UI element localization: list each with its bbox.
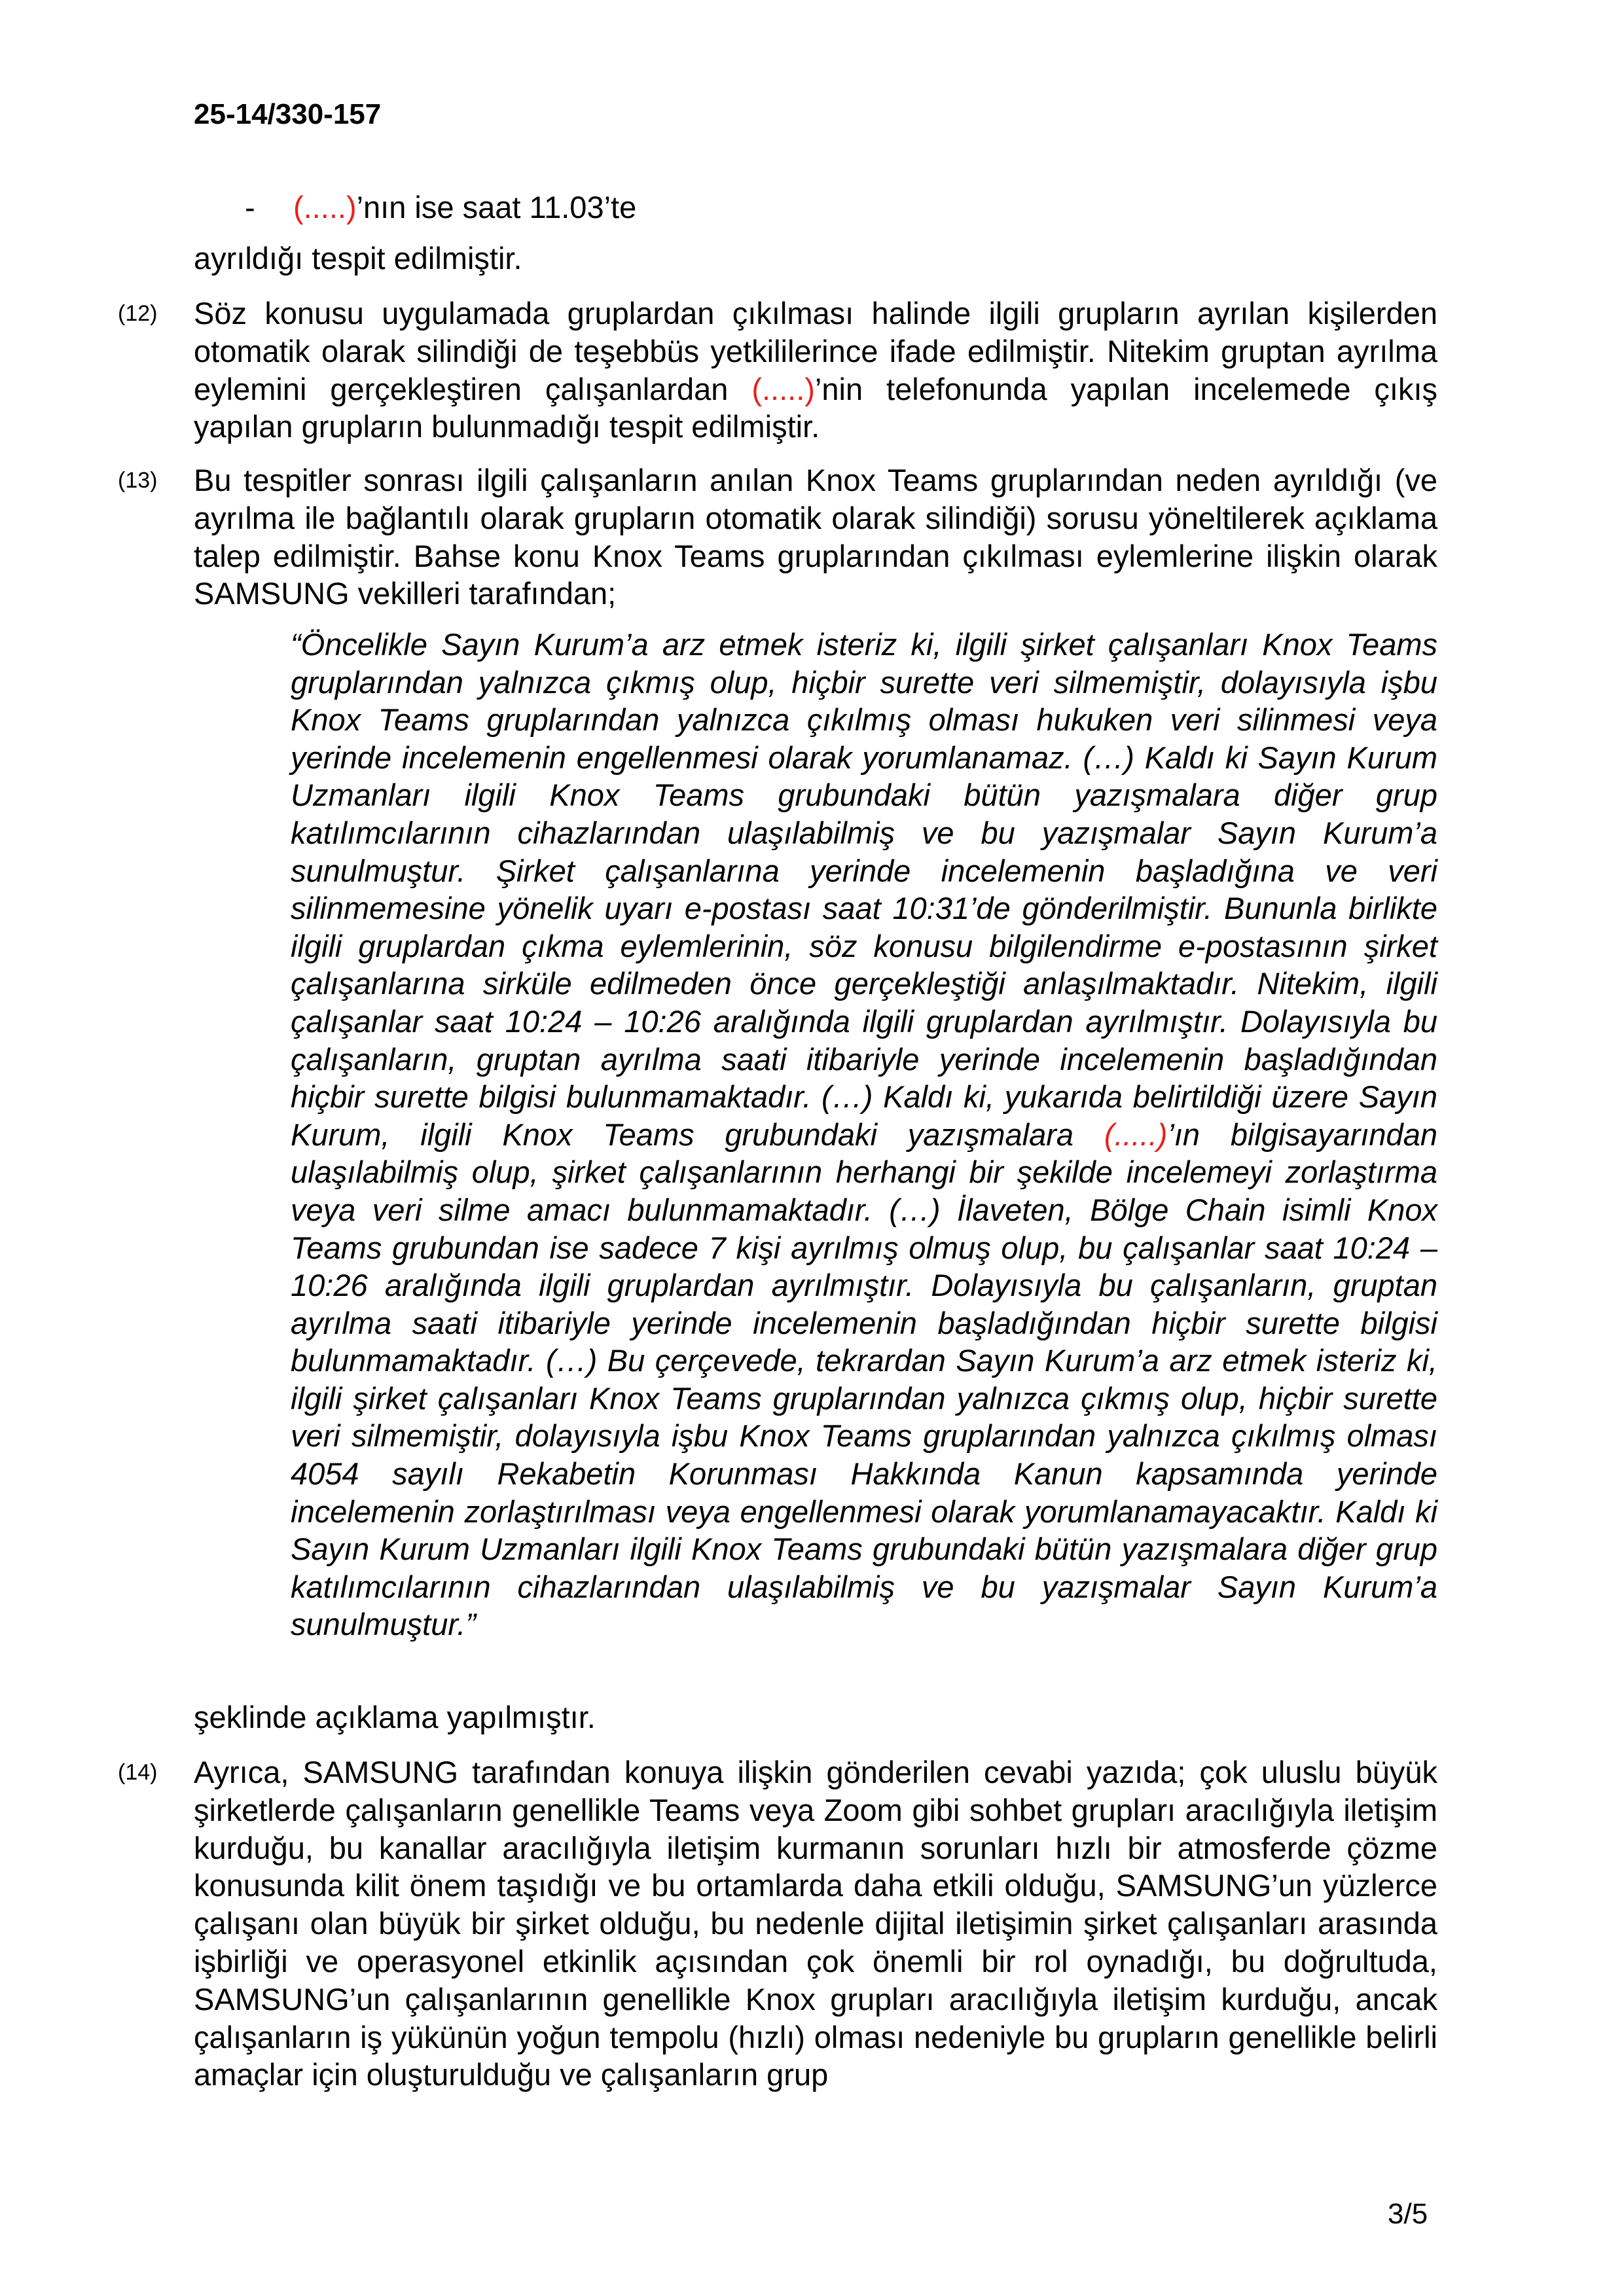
block-quote (291, 626, 1437, 1643)
after-quote-text: şeklinde açıklama yapılmıştır. (194, 1700, 596, 1734)
paragraph-number: (14) (118, 1760, 158, 1785)
paragraph-number: (12) (118, 301, 158, 326)
page-number: 3/5 (1388, 2198, 1428, 2230)
dash-item-text: ’nın ise saat 11.03’te (356, 190, 637, 224)
paragraph-text-part: ’nin telefonunda yapılan incelemede çıkış yapılan grupların bulunmadığı tespit edilmiştir. (194, 371, 1438, 444)
dash-marker: - (245, 190, 255, 224)
paragraph-text: Ayrıca, SAMSUNG tarafından konuya ilişkin gönderilen cevabi yazıda; çok uluslu büyük şirketlerde çalışanların genellikle Teams veya Zoom gibi sohbet grupları aracılığıyla iletişim kurduğu, bu kanallar aracılığıyla iletişim kurmanın sorunları hızlı bir atmosferde çözme konusunda kilit önem taşıdığı ve bu ortamlarda daha etkili olduğu, SAMSUNG’un yüzlerce çalışanı olan büyük bir şirket olduğu, bu nedenle dijital iletişimin şirket çalışanları arasında işbirliği ve operasyonel etkinlik açısından çok önemli bir rol oynadığı, bu doğrultuda, SAMSUNG’un çalışanlarının genellikle Knox grupları aracılığıyla iletişim kurduğu, ancak çalışanların iş yükünün yoğun tempolu (hızlı) olması nedeniyle bu grupların genellikle belirli amaçlar için oluşturulduğu ve çalışanların grup (194, 1755, 1437, 2092)
intro-continuation: ayrıldığı tespit edilmiştir. (194, 241, 522, 276)
document-number: 25-14/330-157 (194, 98, 382, 130)
quote-text-part: ’ın bilgisayarından ulaşılabilmiş olup, şirket çalışanlarının herhangi bir şekilde incelemeyi zorlaştırma veya veri silme amacı bulunmamaktadır. (…) İlaveten, Bölge Chain isimli Knox Teams grubundan ise sadece 7 kişi ayrılmış olmuş olup, bu çalışanlar saat 10:24 – 10:26 aralığında ilgili gruplardan ayrılmıştır. Dolayısıyla bu çalışanların, gruptan ayrılma saati itibariyle yerinde incelemenin başladığından hiçbir surette bilgisi bulunmamaktadır. (…) Bu çerçevede, tekrardan Sayın Kurum’a arz etmek isteriz ki, ilgili şirket çalışanları Knox Teams gruplarından yalnızca çıkmış olup, hiçbir surette veri silmemiştir, dolayısıyla işbu Knox Teams gruplarından yalnızca çıkılmış olması 4054 sayılı Rekabetin Korunması Hakkında Kanun kapsamında yerinde incelemenin zorlaştırılması veya engellenmesi olarak yorumlanamayacaktır. Kaldı ki Sayın Kurum Uzmanları ilgili Knox Teams grubundaki bütün yazışmalara diğer grup katılımcılarının cihazlarından ulaşılabilmiş ve bu yazışmalar Sayın Kurum’a sunulmuştur.” (291, 1117, 1437, 1642)
paragraph-number: (13) (118, 468, 158, 493)
paragraph-text-part: Söz konusu uygulamada gruplardan çıkılması halinde ilgili grupların ayrılan kişilerden otomatik olarak silindiği de teşebbüs yetkililerince ifade edilmiştir. Nitekim gruptan ayrılma eylemini gerçekleştiren çalışanlardan (194, 296, 1437, 406)
redaction-marker: (.....) (293, 190, 357, 224)
quote-text-part: “Öncelikle Sayın Kurum’a arz etmek isteriz ki, ilgili şirket çalışanları Knox Teams gruplarından yalnızca çıkmış olup, hiçbir surette veri silmemiştir, dolayısıyla işbu Knox Teams gruplarından yalnızca çıkılmış olması hukuken veri silinmesi veya yerinde incelemenin engellenmesi olarak yorumlanamaz. (…) Kaldı ki Sayın Kurum Uzmanları ilgili Knox Teams grubundaki bütün yazışmalara diğer grup katılımcılarının cihazlarından ulaşılabilmiş ve bu yazışmalar Sayın Kurum’a sunulmuştur. Şirket çalışanlarına yerinde incelemenin başladığına ve veri silinmemesine yönelik uyarı e-postası saat 10:31’de gönderilmiştir. Bununla birlikte ilgili gruplardan çıkma eylemlerinin, söz konusu bilgilendirme e-postasının şirket çalışanlarına sirküle edilmeden önce gerçekleştiği anlaşılmaktadır. Nitekim, ilgili çalışanlar saat 10:24 – 10:26 aralığında ilgili gruplardan ayrılmıştır. Dolayısıyla bu çalışanların, gruptan ayrılma saati itibariyle yerinde incelemenin başladığından hiçbir surette bilgisi bulunmamaktadır. (…) Kaldı ki, yukarıda belirtildiği üzere Sayın Kurum, ilgili Knox Teams grubundaki yazışmalara (291, 627, 1437, 1152)
redaction-marker: (.....) (751, 371, 815, 406)
dash-list-item (245, 188, 636, 226)
redaction-marker: (.....) (1104, 1117, 1168, 1152)
paragraph-text: Bu tespitler sonrası ilgili çalışanların anılan Knox Teams gruplarından neden ayrıldığı (ve ayrılma ile bağlantılı olarak grupların otomatik olarak silindiği) sorusu yöneltilerek açıklama talep edilmiştir. Bahse konu Knox Teams gruplarından çıkılması eylemlerine ilişkin olarak SAMSUNG vekilleri tarafından; (194, 463, 1437, 611)
paragraph-text (194, 295, 1437, 446)
